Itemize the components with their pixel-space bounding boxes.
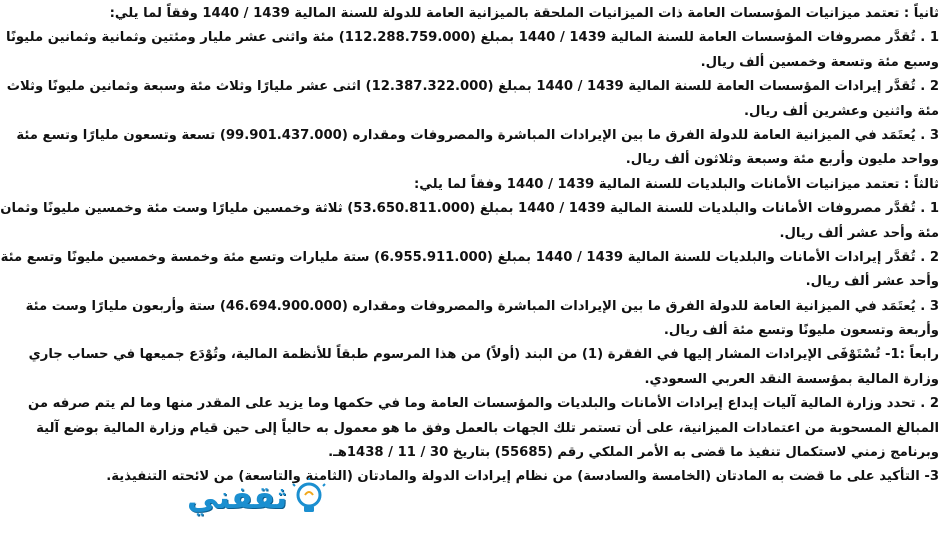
text-line: المبالغ المسحوبة من اعتمادات الميزانية، على أن تستمر تلك الجهات بالعمل وفق ما هو معمول به حالياً إلى حين قيام وزارة المالية بوضع آلية (36, 420, 939, 436)
text-line: 1 . تُقدَّر مصروفات المؤسسات العامة للسنة المالية 1439 / 1440 بمبلغ (112.288.759.000) مئة واثنى عشر مليار ومئتين وثمانية وثمانين مليونًا (6, 30, 939, 46)
lightbulb-icon (289, 478, 329, 518)
section-heading: رابعاً :1- تُسْتَوْفَى الإيرادات المشار إليها في الفقرة (1) من البند (أولاً) من هذا المرسوم طبقاً للأنظمة المالية، وتُوْدَع جميعها في حساب جاري (28, 347, 939, 363)
text-line: 3 . يُعتَمَد في الميزانية العامة للدولة الفرق ما بين الإيرادات المباشرة والمصروفات ومقداره (99.901.437.000) تسعة وتسعون مليارًا وتسع مئة (16, 127, 939, 143)
watermark-logo (187, 478, 329, 518)
text-line: وسبع مئة وتسعة وخمسين ألف ريال. (700, 54, 939, 70)
text-line: مئة وأحد عشر ألف ريال. (779, 225, 939, 241)
text-line: وأربعة وتسعون مليونًا وتسع مئة ألف ريال. (663, 323, 939, 339)
watermark-text: ثقفني (187, 480, 288, 516)
text-line: مئة واثنين وعشرين ألف ريال. (744, 103, 939, 119)
section-heading: ثالثاً : تعتمد ميزانيات الأمانات والبلديات للسنة المالية 1439 / 1440 وفقاً لما يلي: (414, 176, 939, 192)
text-line: وزارة المالية بمؤسسة النقد العربي السعودي. (644, 371, 939, 387)
text-line: 2 . تُقدَّر إيرادات المؤسسات العامة للسنة المالية 1439 / 1440 بمبلغ (12.387.322.000) اثنى عشر مليارًا وثلاث مئة وسبعة وثمانين مليونًا وثلاث (6, 79, 939, 95)
text-line: 1 . تُقدَّر مصروفات الأمانات والبلديات للسنة المالية 1439 / 1440 بمبلغ (53.650.811.000) ثلاثة وخمسين مليارًا وست مئة وخمسين مليونًا وثمان (0, 201, 939, 217)
text-line: وأحد عشر ألف ريال. (805, 274, 939, 290)
text-line: 3- التأكيد على ما قضت به المادتان (الخامسة والسادسة) من نظام إيرادات الدولة والمادتان (الثامنة والتاسعة) من لائحته التنفيذية. (106, 469, 939, 485)
text-line: 2 . تُقدَّر إيرادات الأمانات والبلديات للسنة المالية 1439 / 1440 بمبلغ (6.955.911.000) ستة مليارات وتسع مئة وخمسة وخمسين مليونًا وتسع مئة (0, 249, 939, 265)
text-line: وواحد مليون وأربع مئة وسبعة وثلاثون ألف ريال. (625, 152, 939, 168)
text-line: ثانياً : تعتمد ميزانيات المؤسسات العامة ذات الميزانيات الملحقة بالميزانية العامة للدولة للسنة المالية 1439 / 1440 وفقاً لما يلي: (109, 6, 939, 21)
text-line: 2 . تحدد وزارة المالية آليات إيداع إيرادات الأمانات والبلديات والمؤسسات العامة وما في حكمها وما يزيد على المقدر منها وما لم يتم صرفه من (28, 396, 939, 412)
text-line: وبرنامج زمني لاستكمال تنفيذ ما قضى به الأمر الملكي رقم (55685) بتاريخ 30 / 11 / 1438هـ. (328, 445, 939, 461)
text-line: 3 . يُعتَمَد في الميزانية العامة للدولة الفرق ما بين الإيرادات المباشرة والمصروفات ومقداره (46.694.900.000) ستة وأربعون مليارًا وست مئة (25, 298, 939, 314)
